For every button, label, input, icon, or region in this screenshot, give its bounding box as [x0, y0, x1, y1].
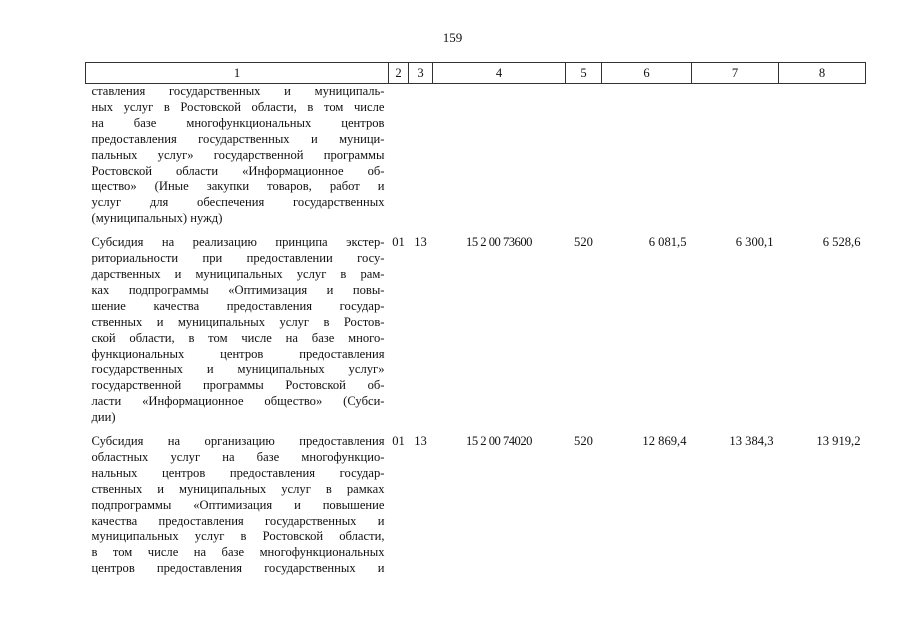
description-line: дарственных и муниципальных услуг в рам- — [91, 266, 385, 281]
description-line: Субсидия на организацию предоставления — [91, 434, 385, 449]
description-line: муниципальных услуг в Ростовской области, — [91, 529, 385, 544]
column-header-5: 5 — [566, 63, 602, 84]
description-line: Ростовской области «Информационное об- — [91, 163, 385, 178]
amount-col8 — [779, 84, 866, 228]
column-header-2: 2 — [389, 63, 409, 84]
description-line: услуг для обеспечения государственных — [91, 195, 385, 210]
section-code: 01 — [392, 235, 405, 250]
subsection-code: 13 — [414, 235, 427, 250]
description-line: ской области, в том числе на базе много- — [91, 330, 385, 345]
description-line: государственной программы Ростовской об- — [91, 378, 385, 393]
table-row — [86, 426, 866, 577]
column-header-4: 4 — [433, 63, 566, 84]
expense-type-code: 520 — [574, 235, 593, 250]
amount-col6 — [602, 84, 692, 228]
description-line: ных услуг в Ростовской области, в том числе — [91, 99, 385, 114]
description-line: предоставления государственных и муници- — [91, 131, 385, 146]
description-line: ставления государственных и муниципаль- — [91, 84, 385, 98]
expense-type-code — [566, 84, 602, 228]
column-header-7: 7 — [692, 63, 779, 84]
amount-col7: 6 300,1 — [735, 235, 774, 250]
description-line: риториальности при предоставлении госу- — [91, 251, 385, 266]
description-line: в том числе на базе многофункциональных — [91, 545, 385, 560]
description-line: областных услуг на базе многофункцио- — [91, 449, 385, 464]
amount-col7: 13 384,3 — [729, 434, 774, 449]
amount-col8: 6 528,6 — [822, 235, 861, 250]
description-line: ственных и муниципальных услуг в Ростов- — [91, 314, 385, 329]
amount-col6: 6 081,5 — [648, 235, 687, 250]
table-row — [86, 84, 866, 228]
description-line: подпрограммы «Оптимизация и повышение — [91, 497, 385, 512]
target-article-code — [433, 84, 566, 228]
subsection-code: 13 — [414, 434, 427, 449]
description-line: Субсидия на реализацию принципа экстер- — [91, 235, 385, 250]
description-line: ласти «Информационное общество» (Субси- — [91, 394, 385, 409]
target-article-code: 15 2 00 73600 — [466, 235, 532, 250]
description-line: нальных центров предоставления государ- — [91, 465, 385, 480]
section-code: 01 — [392, 434, 405, 449]
description-line: функциональных центров предоставления — [91, 346, 385, 361]
target-article-code: 15 2 00 74020 — [466, 434, 532, 449]
table-header-row — [86, 63, 866, 84]
description-line: на базе многофункциональных центров — [91, 115, 385, 130]
amount-col6: 12 869,4 — [642, 434, 687, 449]
row-description — [86, 227, 389, 426]
expense-type-code: 520 — [574, 434, 593, 449]
table-row — [86, 227, 866, 426]
description-line: качества предоставления государственных и — [91, 513, 385, 528]
description-line: щество» (Иные закупки товаров, работ и — [91, 179, 385, 194]
description-line: ственных и муниципальных услуг в рамках — [91, 481, 385, 496]
row-description — [86, 426, 389, 577]
amount-col7 — [692, 84, 779, 228]
description-line: центров предоставления государственных и — [91, 561, 385, 576]
description-line: шение качества предоставления государ- — [91, 298, 385, 313]
description-line: (муниципальных) нужд) — [91, 211, 223, 226]
description-line: ках подпрограммы «Оптимизация и повы- — [91, 282, 385, 297]
amount-col8: 13 919,2 — [816, 434, 861, 449]
description-line: дии) — [91, 410, 116, 425]
description-line: государственных и муниципальных услуг» — [91, 362, 385, 377]
description-line: пальных услуг» государственной программы — [91, 147, 385, 162]
column-header-8: 8 — [779, 63, 866, 84]
page-number: 159 — [442, 30, 463, 45]
budget-table — [85, 62, 866, 577]
row-description — [86, 84, 389, 228]
subsection-code — [409, 84, 433, 228]
section-code — [389, 84, 409, 228]
column-header-1: 1 — [86, 63, 389, 84]
column-header-6: 6 — [602, 63, 692, 84]
column-header-3: 3 — [409, 63, 433, 84]
